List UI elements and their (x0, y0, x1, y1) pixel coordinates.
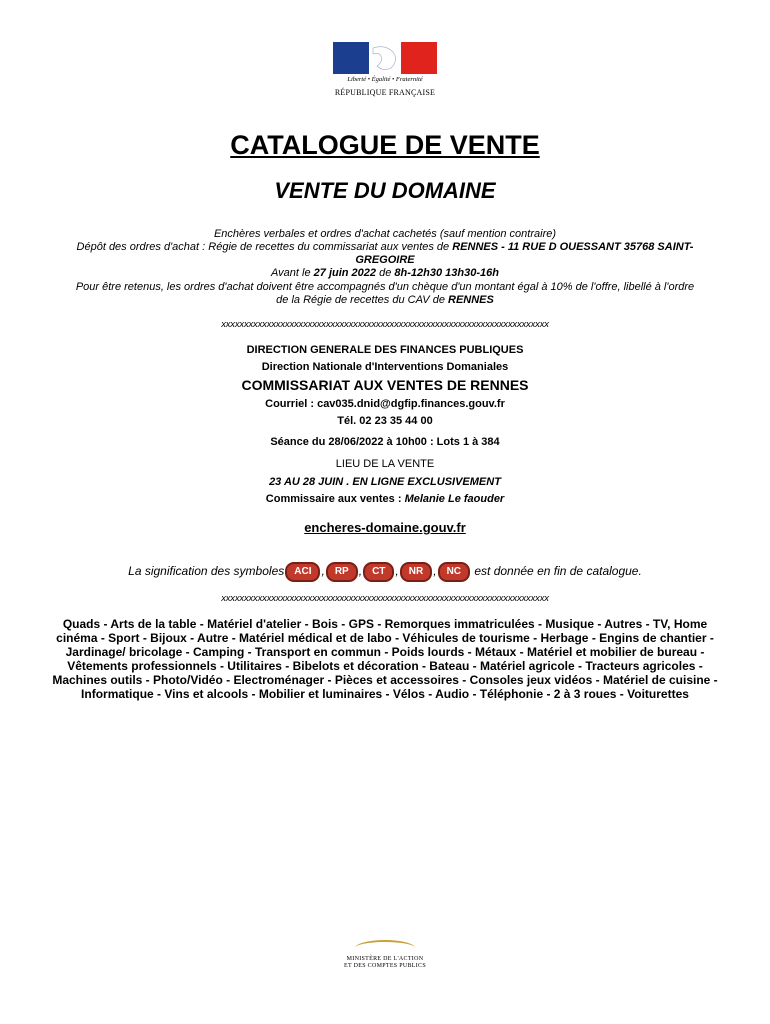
org-lieu-label: LIEU DE LA VENTE (335, 458, 435, 470)
ministere-logo (333, 940, 437, 974)
separator-1: xxxxxxxxxxxxxxxxxxxxxxxxxxxxxxxxxxxxxxxxxxxxxxxxxxxxxxxxxxxxxxxxxxxxxxxx (221, 319, 549, 330)
separator-2: xxxxxxxxxxxxxxxxxxxxxxxxxxxxxxxxxxxxxxxxxxxxxxxxxxxxxxxxxxxxxxxxxxxxxxxx (221, 593, 549, 604)
page-subtitle: VENTE DU DOMAINE (274, 178, 496, 203)
symbol-nc: NC (438, 562, 470, 582)
intro-line-2: Dépôt des ordres d'achat : Régie de recettes du commissariat aux ventes de RENNES - 11 RUE D OUESSANT 35768 SAINT- (76, 241, 694, 253)
website-link[interactable]: encheres-domaine.gouv.fr (304, 520, 466, 535)
ministere-line-2: ET DES COMPTES PUBLICS (343, 963, 426, 969)
symbol-rp: RP (326, 562, 358, 582)
symbols-line: La signification des symboles ACI , RP , CT , NR , NC est donnée en fin de catalogue. (0, 562, 770, 582)
intro-deadline: Avant le 27 juin 2022 de 8h-12h30 13h30-16h (271, 267, 499, 279)
intro-line-6: de la Régie de recettes du CAV de RENNES (276, 294, 494, 306)
intro-line-5: Pour être retenus, les ordres d'achat doivent être accompagnés d'un chèque d'un montant égal à 10% de l'offre, libellé à l'ordre (75, 281, 695, 293)
symbol-ct: CT (363, 562, 394, 582)
marianne-flag-icon (333, 42, 437, 74)
org-seance: Séance du 28/06/2022 à 10h00 : Lots 1 à 384 (270, 436, 500, 448)
categories-list: Quads - Arts de la table - Matériel d'atelier - Bois - GPS - Remorques immatriculées - Musique - Autres - TV, Home cinéma - Sport - Bijoux - Autre - Matériel médical et de labo - Véhicules de tourisme - Herbage - Engins de chantier - Jardinage/ bricolage - Camping - Transport en commun - Poids lourds - Métaux - Matériel et mobilier de bureau - Vêtements professionnels - Utilitaires - Bibelots et décoration - Bateau - Matériel agricole - Tracteurs agricoles - Machines outils - Photo/Vidéo - Electroménager - Pièces et accessoires - Consoles jeux vidéos - Matériel de cuisine - Informatique - Vins et alcools - Mobilier et luminaires - Vélos - Audio - Téléphonie - 2 à 3 roues - Voiturettes (52, 617, 718, 701)
republique-francaise-logo (333, 42, 437, 100)
org-tel: Tél. 02 23 35 44 00 (337, 415, 433, 427)
ministere-emblem-icon (355, 940, 415, 956)
symbol-aci: ACI (285, 562, 320, 582)
logo-motto: Liberté • Égalité • Fraternité (347, 76, 423, 83)
intro-line-1: Enchères verbales et ordres d'achat cachetés (sauf mention contraire) (213, 228, 557, 240)
ministere-line-1: MINISTÈRE DE L'ACTION (346, 956, 424, 962)
symbol-nr: NR (400, 562, 432, 582)
org-email: Courriel : cav035.dnid@dgfip.finances.gouv.fr (265, 398, 505, 410)
org-lieu: 23 AU 28 JUIN . EN LIGNE EXCLUSIVEMENT (269, 476, 501, 488)
org-commissariat: COMMISSARIAT AUX VENTES DE RENNES (241, 377, 529, 393)
logo-name: RÉPUBLIQUE FRANÇAISE (334, 88, 436, 97)
org-dgfip: DIRECTION GENERALE DES FINANCES PUBLIQUES (246, 344, 524, 356)
org-dnid: Direction Nationale d'Interventions Domaniales (261, 361, 509, 373)
org-commissaire: Commissaire aux ventes : Melanie Le faouder (265, 493, 505, 505)
intro-line-3: GREGOIRE (355, 254, 415, 266)
page-title: CATALOGUE DE VENTE (230, 130, 540, 160)
